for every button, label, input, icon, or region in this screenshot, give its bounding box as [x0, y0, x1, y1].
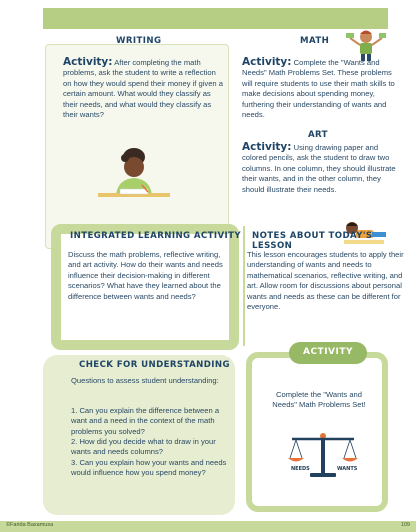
activity-pill — [289, 342, 367, 364]
writing-activity-label: Activity: — [63, 56, 113, 68]
scale-needs-label: NEEDS — [291, 466, 310, 472]
top-banner-bar — [43, 8, 388, 29]
notes-text: This lesson encourages students to apply their understanding of wants and needs to mathematical scenarios, reflective writing, and art. Allow room for discussions about personal wants and needs as these can be different for everyone. — [247, 250, 404, 312]
integrated-text: Discuss the math problems, reflective writing, and art activity. How do their wants and needs influence their decision-making in different scenarios? What have they learned about the difference between wants and needs? — [68, 250, 223, 301]
student-writing-illustration — [96, 145, 172, 211]
art-activity-body: Using drawing paper and colored pencils, ask the student to draw two columns. In one column, they should illustrate their wants, and in the other column, they should illustrate their needs. — [242, 143, 396, 194]
writing-text — [63, 57, 225, 120]
footer-bar — [0, 521, 416, 532]
notes-divider — [243, 226, 245, 346]
notes-heading: NOTES ABOUT TODAY'S LESSON — [252, 231, 373, 251]
understanding-intro: Questions to assess student understanding: — [71, 376, 219, 385]
math-activity-label: Activity: — [242, 56, 292, 68]
activity-text: Complete the "Wants and Needs" Math Problems Set! — [272, 390, 366, 410]
balance-scale — [286, 432, 360, 480]
art-heading: ART — [308, 130, 328, 140]
scale-wants-label: WANTS — [337, 466, 358, 472]
integrated-heading: INTEGRATED LEARNING ACTIVITY — [70, 231, 242, 241]
footer-page-number: 109 — [400, 522, 410, 528]
art-text — [242, 142, 400, 195]
math-activity-body: Complete the "Wants and Needs" Math Problems Set. These problems will require students to use their math skills to make decisions about spending money, furthering their understanding of wants and needs. — [242, 58, 395, 120]
activity-pill-label: ACTIVITY — [302, 347, 354, 357]
writing-heading: WRITING — [116, 36, 162, 46]
math-text — [242, 57, 400, 120]
art-activity-label: Activity: — [242, 141, 292, 153]
understanding-question-3: 3. Can you explain how your wants and needs would influence how you spend money? — [71, 458, 227, 478]
writing-activity-body: After completing the math problems, ask the student to write a reflection on how they would spend their money if given a certain amount. What would they classify as their needs, and what would they classify as their wants? — [63, 58, 223, 120]
balance-scale-icon — [286, 432, 360, 480]
math-heading: MATH — [300, 36, 330, 46]
footer-copyright: ©Farida Baxamusa — [6, 522, 54, 528]
understanding-question-1: 1. Can you explain the difference between a want and a need in the context of the math problems you solved? — [71, 406, 220, 436]
understanding-question-2: 2. How did you decide what to draw in your wants and needs columns? — [71, 437, 216, 457]
understanding-heading: CHECK FOR UNDERSTANDING — [79, 360, 230, 370]
